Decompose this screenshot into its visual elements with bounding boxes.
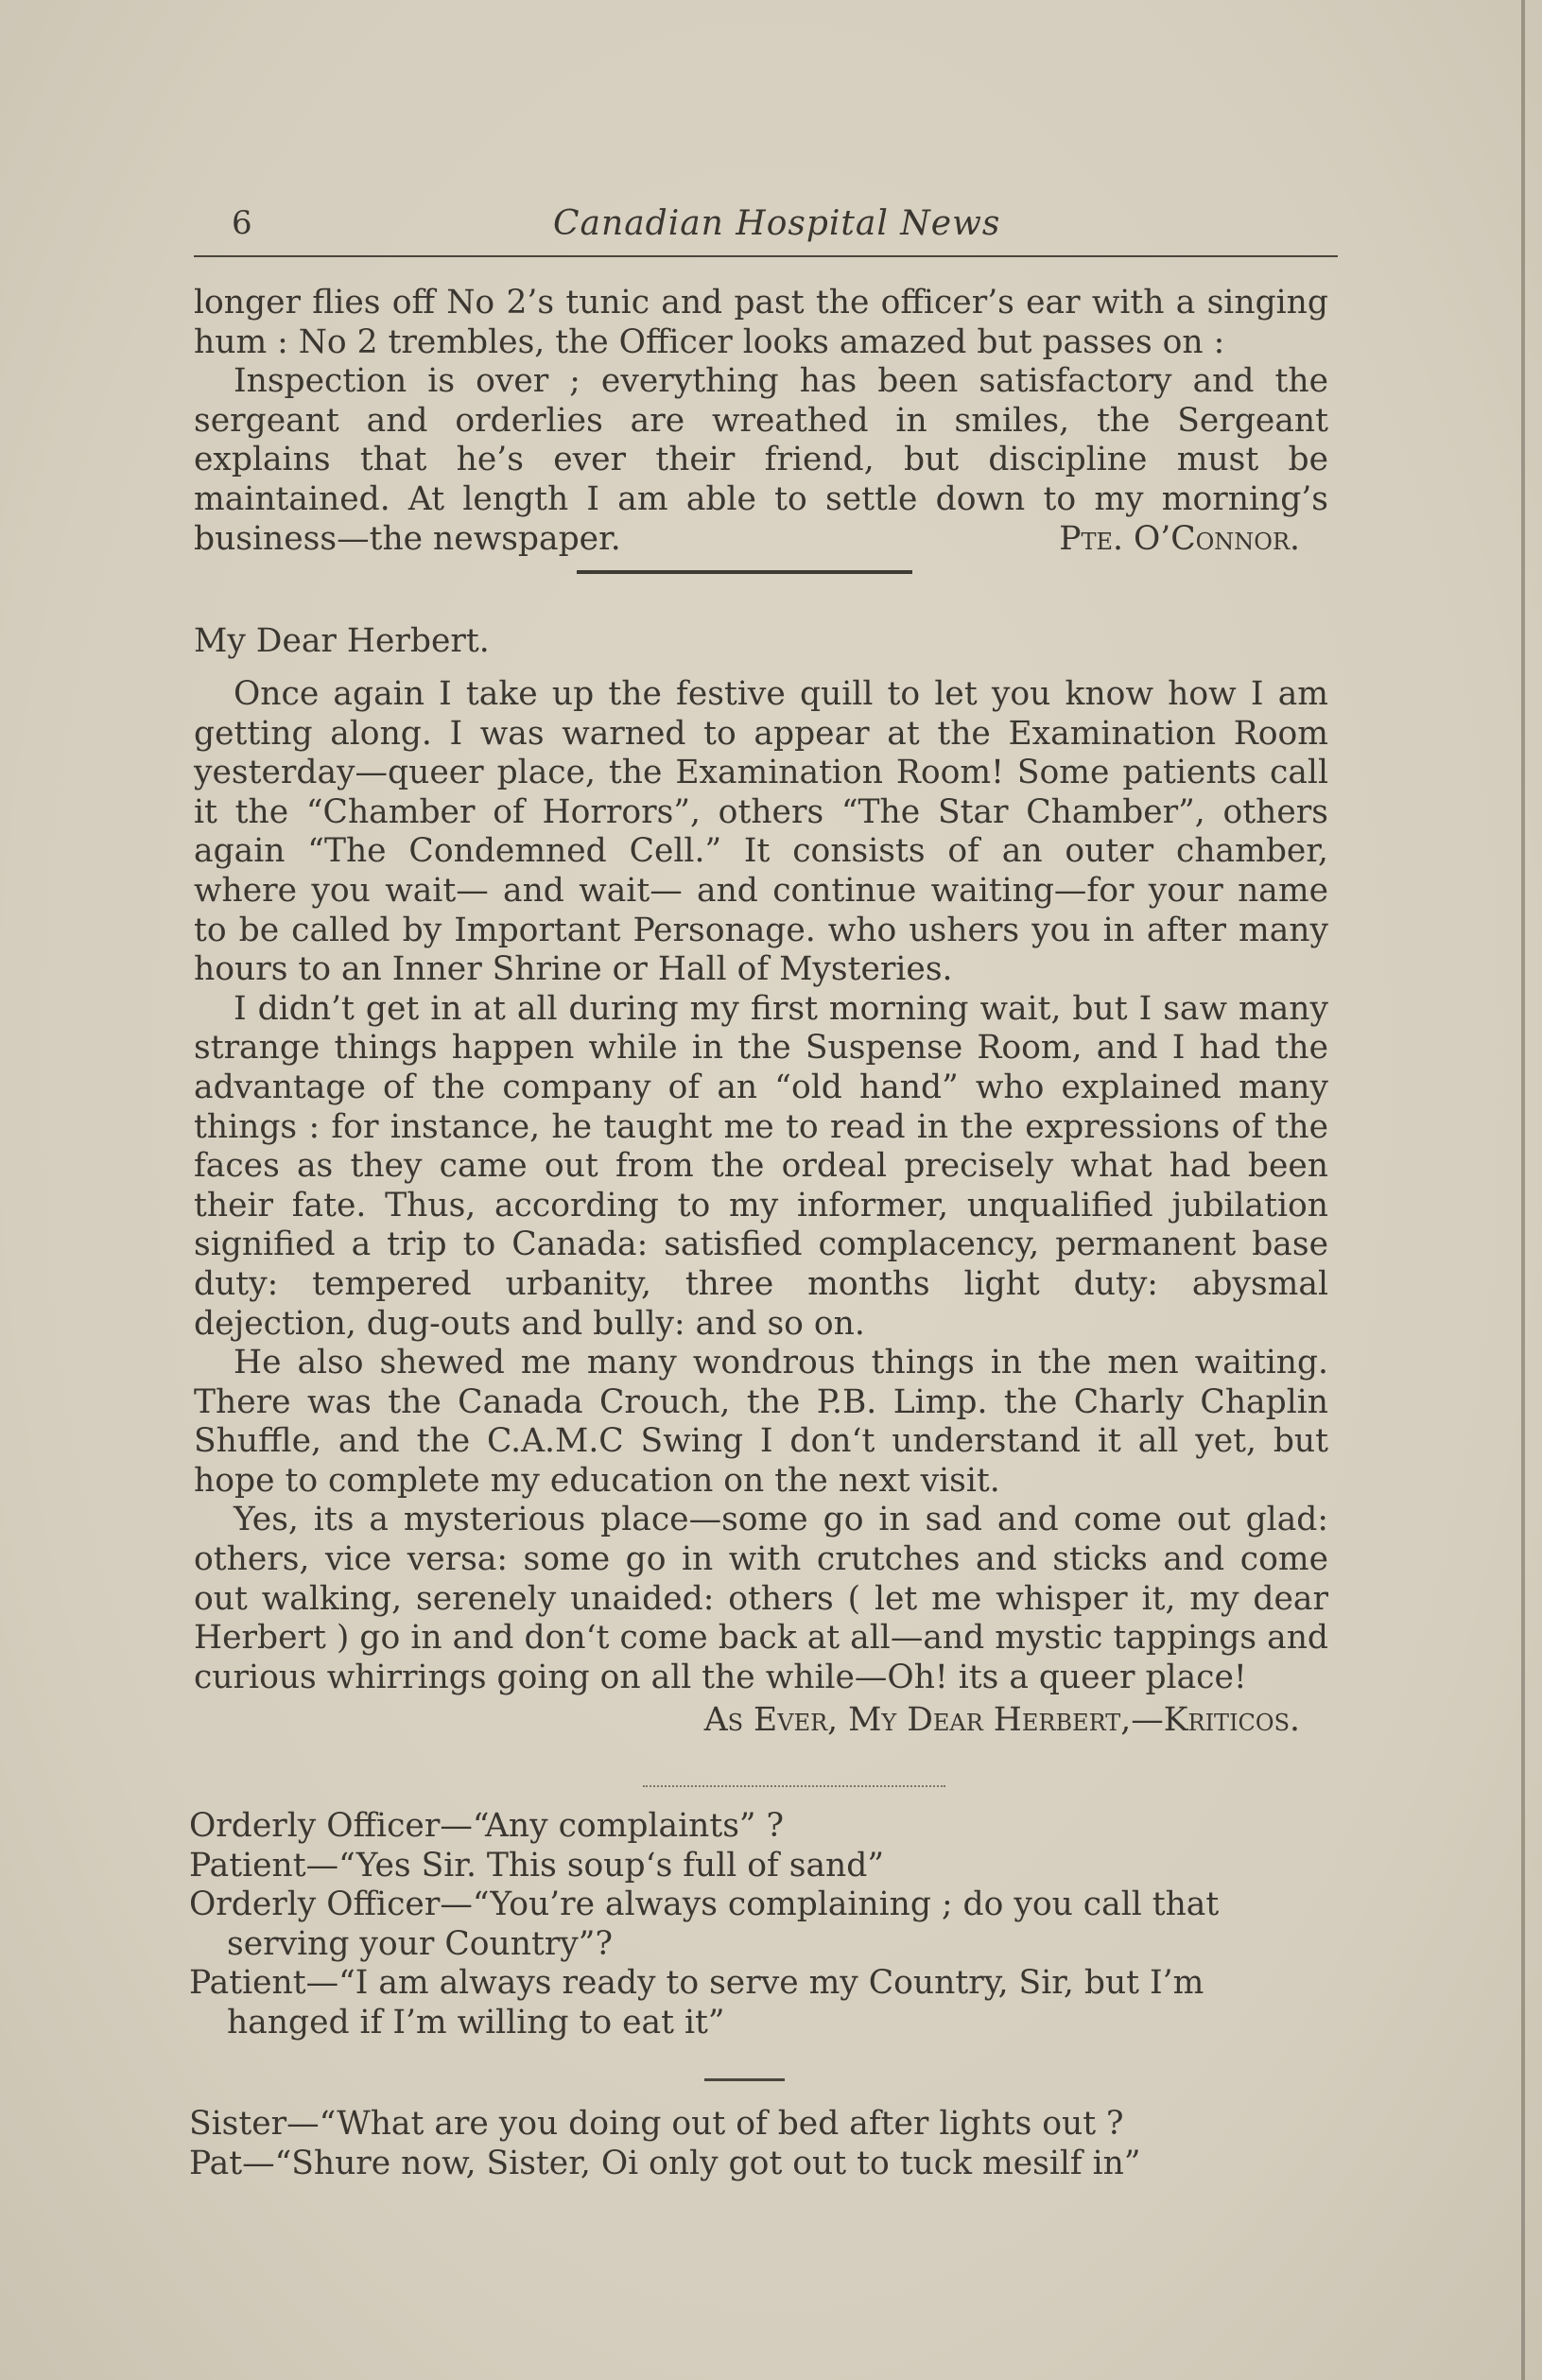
- letter-closing: As Ever, My Dear Herbert,—Kriticos.: [703, 1701, 1300, 1740]
- article-signature: Pte. O’Connor.: [1059, 519, 1300, 558]
- article-continuation: [194, 284, 1328, 559]
- letter-paragraph: I didn’t get in at all during my first morning wait, but I saw many strange things happen while in the Suspense Room, and I had the advantage of the company of an “old hand” who explained many things : for instance, he taught me to read in the expressions of the faces as they came out from the ordeal precisely what had been their fate. Thus, according to my informer, unqualified jubilation signified a trip to Canada: satisfied complacency, permanent base duty: tempered urbanity, three months light duty: abysmal dejection, dug-outs and bully: and so on.: [194, 989, 1328, 1343]
- section-divider: [643, 1785, 945, 1787]
- dialogue-line: Orderly Officer—“Any complaints” ?: [189, 1807, 785, 1845]
- section-divider: [704, 2078, 785, 2081]
- letter-paragraph: Yes, its a mysterious place—some go in sad and come out glad: others, vice versa: some go in with crutches and sticks and come out walking, serenely unaided: others ( let me whisper it, my dear Herbert ) go in and don‘t come back at all—and mystic tappings and curious whirrings going on all the while—Oh! its a queer place!: [194, 1501, 1328, 1696]
- letter-salutation: My Dear Herbert.: [194, 622, 490, 660]
- article-paragraph: longer flies off No 2’s tunic and past the officer’s ear with a singing hum : No 2 trembles, the Officer looks amazed but passes on :: [194, 284, 1328, 361]
- dialogue-line: Sister—“What are you doing out of bed after lights out ?: [189, 2105, 1124, 2143]
- section-divider: [577, 570, 912, 574]
- letter-body: [194, 675, 1328, 1741]
- letter-paragraph: Once again I take up the festive quill to let you know how I am getting along. I was warned to appear at the Examination Room yesterday—queer place, the Examination Room! Some patients call it the “Chamber of Horrors”, others “The Star Chamber”, others again “The Condemned Cell.” It consists of an outer chamber, where you wait— and wait— and continue waiting—for your name to be called by Important Personage. who ushers you in after many hours to an Inner Shrine or Hall of Mysteries.: [194, 675, 1328, 989]
- dialogue-line: Patient—“I am always ready to serve my Country, Sir, but I’m hanged if I’m willing to eat it”: [189, 1964, 1204, 2041]
- dialogue-line: Pat—“Shure now, Sister, Oi only got out to tuck mesilf in”: [189, 2144, 1141, 2182]
- article-paragraph: Inspection is over ; everything has been satisfactory and the sergeant and orderlies are wreathed in smiles, the Sergeant explains that he’s ever their friend, but discipline must be maintained. At length I am able to settle down to my morning’s business—the newspaper.: [194, 362, 1328, 558]
- letter-paragraph: He also shewed me many wondrous things in the men waiting. There was the Canada Crouch, the P.B. Limp. the Charly Chaplin Shuffle, and the C.A.M.C Swing I don‘t understand it all yet, but hope to complete my education on the next visit.: [194, 1344, 1328, 1500]
- page-number: 6: [232, 204, 252, 242]
- dialogue-line: Orderly Officer—“You’re always complaining ; do you call that serving your Country”?: [189, 1885, 1220, 1963]
- joke-sister: [189, 2105, 1333, 2183]
- joke-orderly-officer: [189, 1807, 1333, 2043]
- page-edge-shadow: [1521, 0, 1525, 2380]
- dialogue-line: Patient—“Yes Sir. This soup‘s full of sand”: [189, 1846, 884, 1885]
- page-header: [194, 200, 1338, 257]
- running-title: Canadian Hospital News: [553, 204, 1001, 243]
